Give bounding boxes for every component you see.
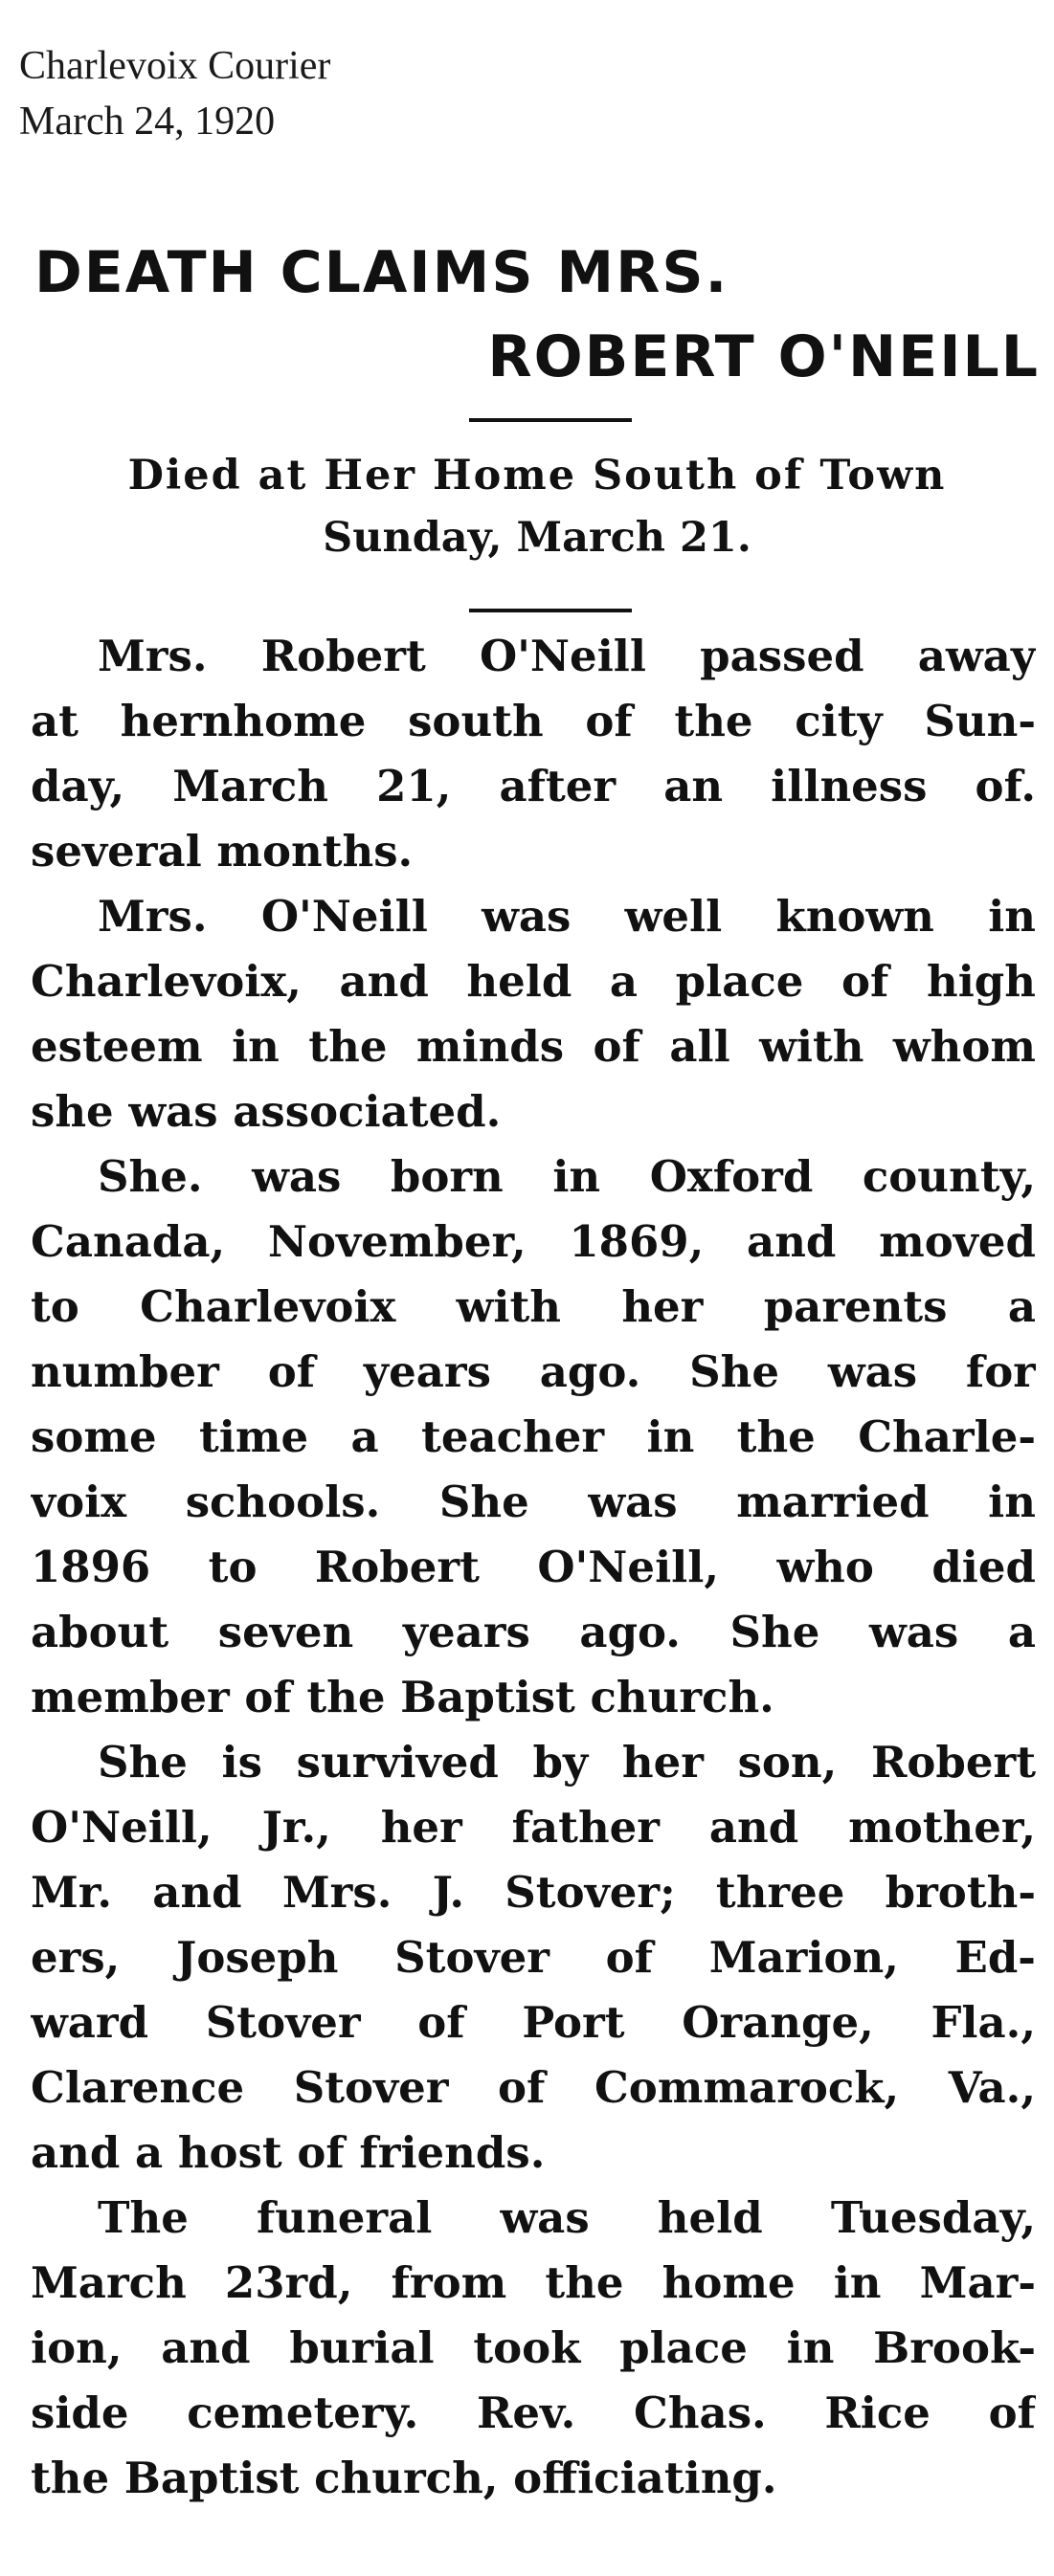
body-line: O'Neill, Jr., her father and mother, [31,1802,1036,1853]
body-line: She is survived by her son, Robert [98,1737,1036,1788]
source-citation [19,38,330,149]
subheadline-line-1: Died at Her Home South of Town [127,452,947,500]
body-line: side cemetery. Rev. Chas. Rice of [31,2387,1036,2438]
body-line: Charlevoix, and held a place of high [31,956,1036,1007]
body-line: to Charlevoix with her parents a [31,1281,1036,1332]
body-line: ward Stover of Port Orange, Fla., [31,1997,1036,2048]
body-line: Clarence Stover of Commarock, Va., [31,2062,1036,2113]
body-line: day, March 21, after an illness of. [31,761,1036,811]
body-line: member of the Baptist church. [31,1672,774,1722]
body-line: voix schools. She was married in [31,1477,1036,1527]
body-line: ers, Joseph Stover of Marion, Ed- [31,1932,1036,1983]
headline-line-2: ROBERT O'NEILL [487,323,1040,390]
body-line: at hernhome south of the city Sun- [31,696,1036,746]
divider-rule-top [469,418,632,422]
body-line: Canada, November, 1869, and moved [31,1216,1036,1267]
divider-rule-bottom [469,609,632,612]
body-line: about seven years ago. She was a [31,1607,1036,1657]
body-line: Mr. and Mrs. J. Stover; three broth- [31,1867,1036,1918]
body-line: several months. [31,826,414,877]
body-line: some time a teacher in the Charle- [31,1411,1036,1462]
body-line: The funeral was held Tuesday, [98,2192,1036,2243]
body-line: Mrs. Robert O'Neill passed away [98,631,1036,681]
subheadline-line-2: Sunday, March 21. [323,514,751,562]
body-line: Mrs. O'Neill was well known in [98,891,1036,942]
body-line: and a host of friends. [31,2127,546,2178]
body-line: she was associated. [31,1086,502,1137]
body-line: ion, and burial took place in Brook- [31,2322,1036,2373]
body-line: March 23rd, from the home in Mar- [31,2257,1036,2308]
publication-name: Charlevoix Courier [19,44,331,88]
body-line: esteem in the minds of all with whom [31,1021,1036,1072]
body-line: She. was born in Oxford county, [98,1151,1036,1202]
publication-date: March 24, 1920 [19,100,276,144]
body-line: number of years ago. She was for [31,1346,1036,1397]
body-line: the Baptist church, officiating. [31,2453,777,2503]
body-line: 1896 to Robert O'Neill, who died [31,1542,1036,1592]
headline-line-1: DEATH CLAIMS MRS. [34,239,729,306]
